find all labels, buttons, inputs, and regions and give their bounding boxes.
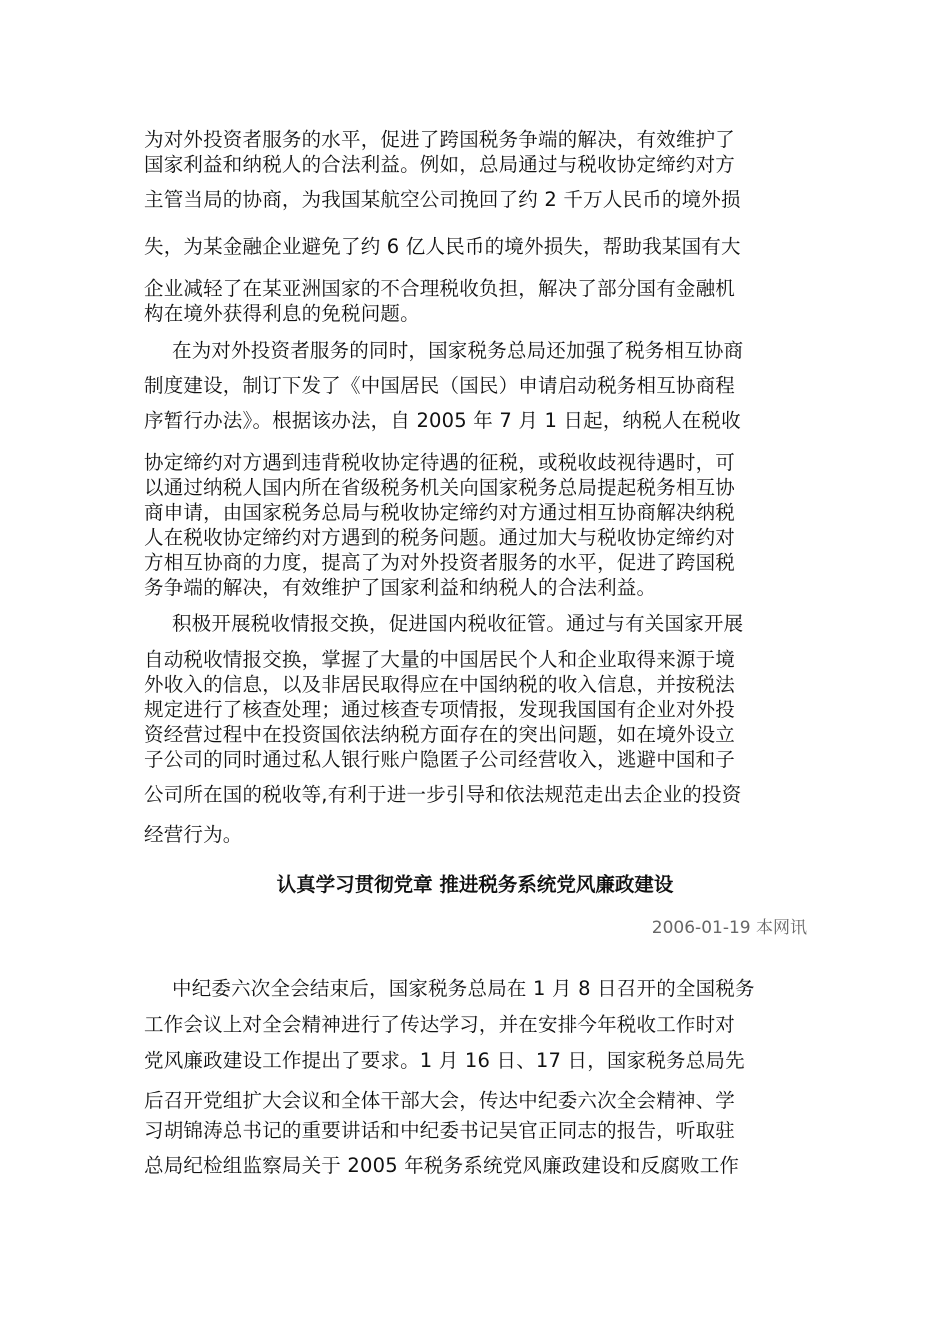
body-text-line: 党风廉政建设工作提出了要求。1 月 16 日、17 日，国家税务总局先 <box>144 1049 745 1072</box>
body-text-line: 外收入的信息，以及非居民取得应在中国纳税的收入信息，并按税法 <box>144 673 736 696</box>
body-text-line: 构在境外获得利息的免税问题。 <box>144 302 420 325</box>
body-text-line: 中纪委六次全会结束后，国家税务总局在 1 月 8 日召开的全国税务 <box>172 977 755 1000</box>
body-text-line: 方相互协商的力度，提高了为对外投资者服务的水平，促进了跨国税 <box>144 551 736 574</box>
body-text-line: 人在税收协定缔约对方遇到的税务问题。通过加大与税收协定缔约对 <box>144 526 736 549</box>
body-text-line: 商申请，由国家税务总局与税收协定缔约对方通过相互协商解决纳税 <box>144 501 736 524</box>
body-text-line: 制度建设，制订下发了《中国居民（国民）申请启动税务相互协商程 <box>144 374 736 397</box>
body-text-line: 国家利益和纳税人的合法利益。例如，总局通过与税收协定缔约对方 <box>144 153 736 176</box>
body-text-line: 资经营过程中在投资国依法纳税方面存在的突出问题，如在境外设立 <box>144 723 736 746</box>
body-text-line: 工作会议上对全会精神进行了传达学习，并在安排今年税收工作时对 <box>144 1013 736 1036</box>
body-text-line: 协定缔约对方遇到违背税收协定待遇的征税，或税收歧视待遇时，可 <box>144 451 736 474</box>
body-text-line: 自动税收情报交换，掌握了大量的中国居民个人和企业取得来源于境 <box>144 648 736 671</box>
body-text-line: 习胡锦涛总书记的重要讲话和中纪委书记吴官正同志的报告，听取驻 <box>144 1119 736 1142</box>
body-text-line: 失，为某金融企业避免了约 6 亿人民币的境外损失，帮助我某国有大 <box>144 235 741 258</box>
body-text-line: 经营行为。 <box>144 823 243 846</box>
body-text-line: 在为对外投资者服务的同时，国家税务总局还加强了税务相互协商 <box>172 339 744 362</box>
body-text-line: 公司所在国的税收等,有利于进一步引导和依法规范走出去企业的投资 <box>144 783 742 806</box>
body-text-line: 务争端的解决，有效维护了国家利益和纳税人的合法利益。 <box>144 576 657 599</box>
body-text-line: 后召开党组扩大会议和全体干部大会，传达中纪委六次全会精神、学 <box>144 1089 736 1112</box>
body-text-line: 企业减轻了在某亚洲国家的不合理税收负担，解决了部分国有金融机 <box>144 277 736 300</box>
body-text-line: 主管当局的协商，为我国某航空公司挽回了约 2 千万人民币的境外损 <box>144 188 741 211</box>
body-text-line: 为对外投资者服务的水平，促进了跨国税务争端的解决，有效维护了 <box>144 128 736 151</box>
body-text-line: 总局纪检组监察局关于 2005 年税务系统党风廉政建设和反腐败工作 <box>144 1154 740 1177</box>
body-text-line: 子公司的同时通过私人银行账户隐匿子公司经营收入，逃避中国和子 <box>144 748 736 771</box>
body-text-line: 积极开展税收情报交换，促进国内税收征管。通过与有关国家开展 <box>172 612 744 635</box>
article-date-source: 2006-01-19 本网讯 <box>651 918 807 938</box>
body-text-line: 以通过纳税人国内所在省级税务机关向国家税务总局提起税务相互协 <box>144 476 736 499</box>
body-text-line: 规定进行了核查处理；通过核查专项情报，发现我国国有企业对外投 <box>144 698 736 721</box>
body-text-line: 序暂行办法》。根据该办法，自 2005 年 7 月 1 日起，纳税人在税收 <box>144 409 741 432</box>
article-title: 认真学习贯彻党章 推进税务系统党风廉政建设 <box>276 873 674 896</box>
